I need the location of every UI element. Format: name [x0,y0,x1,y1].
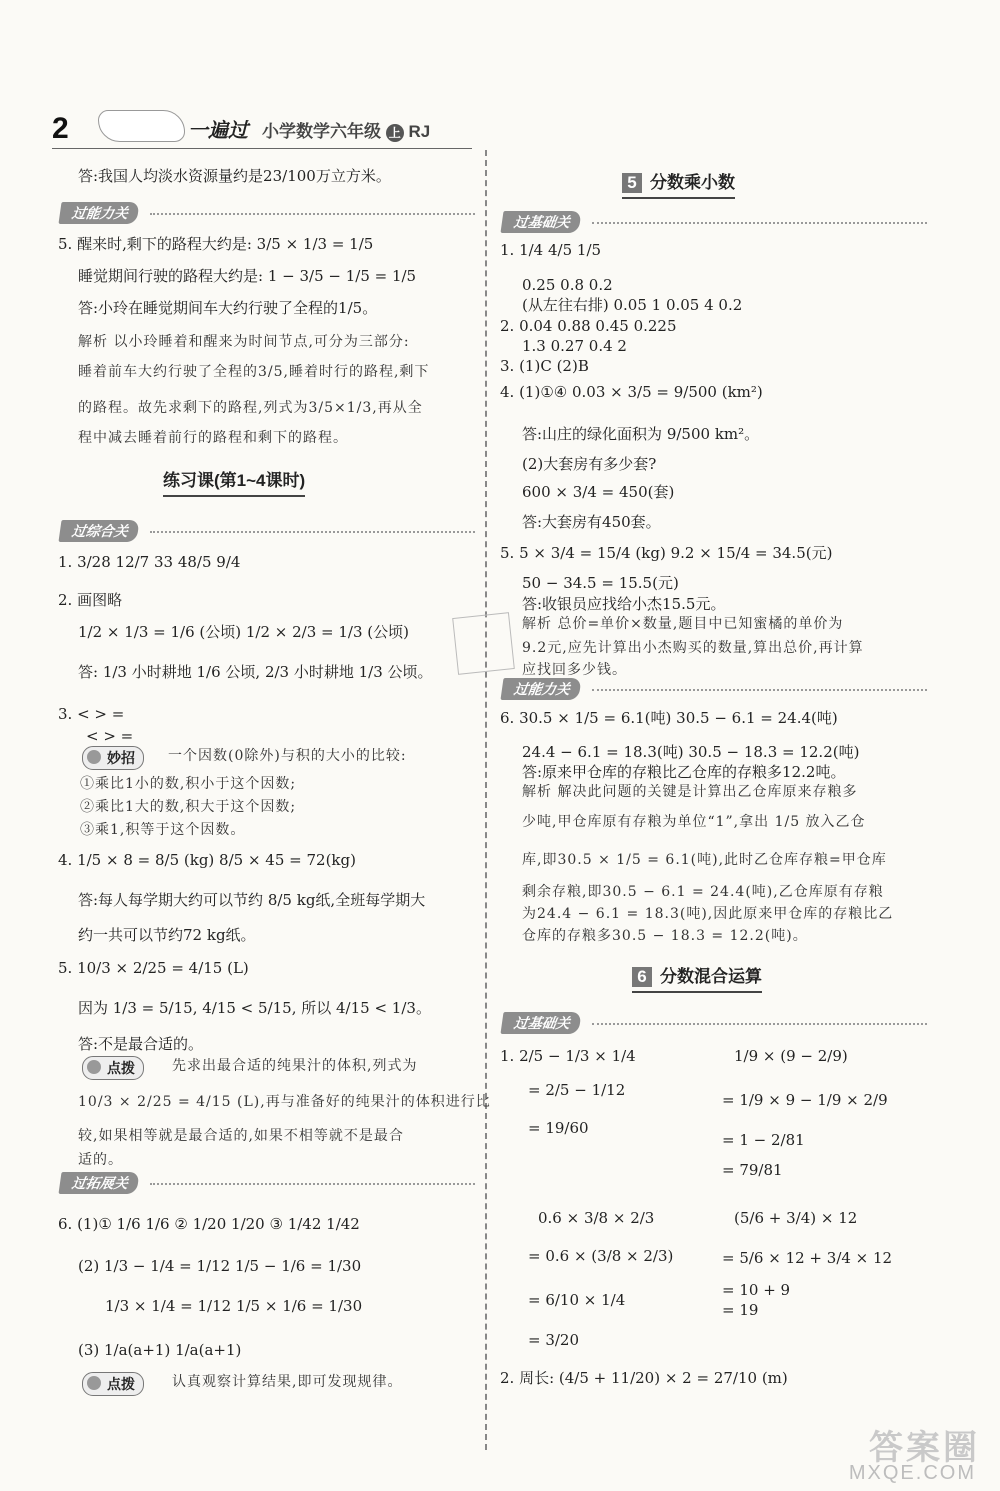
hint-line: 10/3 × 2/25 = 4/15 (L),再与准备好的纯果汁的体积进行比 [78,1094,491,1110]
tip-dianbo-badge [82,1056,144,1080]
analysis-line: 解析 以小玲睡着和醒来为时间节点,可分为三部分: [78,334,410,350]
analysis-line: 为24.4 − 6.1 = 18.3(吨),因此原来甲仓库的存粮比乙 [522,906,894,922]
r1-line1: 1. 1/4 4/5 1/5 [500,241,602,259]
analysis-line: 解析 总价=单价×数量,题目中已知蜜橘的单价为 [522,616,844,632]
section-title-6 [632,962,762,993]
p5-line3: 答:不是最合适的。 [78,1035,204,1053]
tip-line: ②乘比1大的数,积大于这个因数; [80,799,297,815]
tip-line: ①乘比1小的数,积小于这个因数; [80,776,297,792]
r4-line2: 答:山庄的绿化面积为 9/500 km²。 [522,425,760,443]
mascot-logo [98,110,185,142]
analysis-line: 程中减去睡着前行的路程和剩下的路程。 [78,430,348,446]
p2-line1: 2. 画图略 [58,591,123,609]
badge-guozong: 过综合关 [58,520,139,542]
section-title-practice: 练习课(第1~4课时) [163,466,305,497]
badge-rule [592,222,927,224]
m-line: 1/9 × (9 − 2/9) [734,1047,848,1065]
header-rule [52,148,472,149]
r5-line1: 5. 5 × 3/4 = 15/4 (kg) 9.2 × 15/4 = 34.5(元) [500,544,833,562]
p6-line3: 1/3 × 1/4 = 1/12 1/5 × 1/6 = 1/30 [105,1297,363,1315]
answer-line: 答:我国人均淡水资源量约是23/100万立方米。 [78,167,391,185]
analysis-line: 剩余存粮,即30.5 − 6.1 = 24.4(吨),乙仓库原有存粮 [522,884,884,900]
badge-rule [150,531,475,533]
m-line: 1. 2/5 − 1/3 × 1/4 [500,1047,636,1065]
analysis-line: 少吨,甲仓库原有存粮为单位“1”,拿出 1/5 放入乙仓 [522,814,866,830]
m-line: = 19 [722,1301,759,1319]
section-label: 分数混合运算 [660,967,762,986]
m-line: = 19/60 [528,1119,589,1137]
r4-line3: (2)大套房有多少套? [522,455,657,473]
m-line: = 10 + 9 [722,1281,791,1299]
tip-line: ③乘1,积等于这个因数。 [80,822,246,838]
p6-line2: (2) 1/3 − 1/4 = 1/12 1/5 − 1/6 = 1/30 [78,1257,362,1275]
r1-line3: (从左往右排) 0.05 1 0.05 4 0.2 [522,296,743,314]
badge-guoji-right: 过基础关 [500,1012,581,1034]
faded-stamp [452,612,515,675]
hint-line: 认真观察计算结果,即可发现规律。 [172,1374,403,1390]
m-line: (5/6 + 3/4) × 12 [734,1209,858,1227]
badge-guoji: 过基础关 [500,211,581,233]
analysis-line: 的路程。故先求剩下的路程,列式为3/5×1/3,再从全 [78,400,423,416]
m-line: = 2/5 − 1/12 [528,1081,626,1099]
badge-rule [592,689,927,691]
p3-line1: 3. < > = [58,705,125,723]
p1-line: 1. 3/28 12/7 33 48/5 9/4 [58,553,241,571]
r4-line4: 600 × 3/4 = 450(套) [522,483,675,501]
column-divider [485,150,487,1450]
tip-dianbo-badge-2 [82,1372,144,1396]
p4-line2: 答:每人每学期大约可以节约 8/5 kg纸,全班每学期大 [78,891,426,909]
r3-line: 3. (1)C (2)B [500,357,589,375]
r4-line1: 4. (1)①④ 0.03 × 3/5 = 9/500 (km²) [500,383,763,401]
m-line: = 1/9 × 9 − 1/9 × 2/9 [722,1091,888,1109]
r6-line2: 24.4 − 6.1 = 18.3(吨) 30.5 − 18.3 = 12.2(吨) [522,743,860,761]
p6-line1: 6. (1)① 1/6 1/6 ② 1/20 1/20 ③ 1/42 1/42 [58,1215,360,1233]
book-title [262,117,430,142]
r6-line1: 6. 30.5 × 1/5 = 6.1(吨) 30.5 − 6.1 = 24.4(吨) [500,709,838,727]
section-number: 6 [632,967,652,987]
p4-line3: 约一共可以节约72 kg纸。 [78,926,256,944]
tip-miao-label: 妙招 [107,750,135,766]
analysis-line: 解析 解决此问题的关键是计算出乙仓库原来存粮多 [522,784,858,800]
r1-line2: 0.25 0.8 0.2 [522,276,613,294]
hint-line: 先求出最合适的纯果汁的体积,列式为 [172,1058,418,1074]
badge-rule [150,1183,475,1185]
r2-line2: 1.3 0.27 0.4 2 [522,337,627,355]
analysis-line: 应找回多少钱。 [522,662,627,678]
r2-line1: 2. 0.04 0.88 0.45 0.225 [500,317,677,335]
p3-line2: < > = [86,727,134,745]
p5-line2: 因为 1/3 = 5/15, 4/15 < 5/15, 所以 4/15 < 1/3。 [78,999,431,1017]
m-line: = 5/6 × 12 + 3/4 × 12 [722,1249,893,1267]
watermark-url: MXQE.COM [848,1462,976,1484]
p2-line2: 1/2 × 1/3 = 1/6 (公顷) 1/2 × 2/3 = 1/3 (公顷) [78,623,409,641]
m-line: = 1 − 2/81 [722,1131,805,1149]
book-edition: RJ [408,122,431,141]
analysis-line: 库,即30.5 × 1/5 = 6.1(吨),此时乙仓库存粮=甲仓库 [522,852,887,868]
analysis-line: 仓库的存粮多30.5 − 18.3 = 12.2(吨)。 [522,928,808,944]
pencil-icon [87,1060,101,1074]
m-line: = 3/20 [528,1331,580,1349]
q5-line2: 睡觉期间行驶的路程大约是: 1 − 3/5 − 1/5 = 1/5 [78,267,417,285]
pencil-icon [87,1376,101,1390]
analysis-line: 睡着前车大约行驶了全程的3/5,睡着时行的路程,剩下 [78,364,430,380]
p2-line3: 答: 1/3 小时耕地 1/6 公顷, 2/3 小时耕地 1/3 公顷。 [78,663,433,681]
p5-line1: 5. 10/3 × 2/25 = 4/15 (L) [58,959,249,977]
brand-logo: 一遍过 [188,120,248,142]
badge-rule [150,213,475,215]
book-name: 小学数学六年级 [262,122,381,141]
hint-line: 适的。 [78,1152,123,1168]
lightbulb-icon [87,750,101,764]
watermark-logo: 答案圈 [869,1429,980,1467]
hint-line: 较,如果相等就是最合适的,如果不相等就不是最合 [78,1128,404,1144]
r4-line5: 答:大套房有450套。 [522,513,661,531]
m-line: = 79/81 [722,1161,783,1179]
analysis-line: 9.2元,应先计算出小杰购买的数量,算出总价,再计算 [522,640,864,656]
r5-line2: 50 − 34.5 = 15.5(元) [522,574,679,592]
q5-line1: 5. 醒来时,剩下的路程大约是: 3/5 × 1/3 = 1/5 [58,235,374,253]
section-number: 5 [622,173,642,193]
m-line: = 6/10 × 1/4 [528,1291,626,1309]
tip-dianbo-label: 点拨 [107,1376,135,1392]
page-number: 2 [52,112,69,145]
badge-guoneng: 过能力关 [58,202,139,224]
p4-line1: 4. 1/5 × 8 = 8/5 (kg) 8/5 × 45 = 72(kg) [58,851,356,869]
m-line: 2. 周长: (4/5 + 11/20) × 2 = 27/10 (m) [500,1369,788,1387]
tip-miao-badge [82,746,144,770]
badge-rule [592,1023,927,1025]
m-line: = 0.6 × (3/8 × 2/3) [528,1247,674,1265]
badge-guotuo: 过拓展关 [58,1172,139,1194]
tip-dianbo-label: 点拨 [107,1060,135,1076]
p6-line4: (3) 1/a(a+1) 1/a(a+1) [78,1341,242,1359]
m-line: 0.6 × 3/8 × 2/3 [538,1209,655,1227]
r5-line3: 答:收银员应找给小杰15.5元。 [522,595,726,613]
section-label: 分数乘小数 [650,173,735,192]
r6-line3: 答:原来甲仓库的存粮比乙仓库的存粮多12.2吨。 [522,763,846,781]
tip-line: 一个因数(0除外)与积的大小的比较: [168,748,407,764]
book-level-badge: 上 [386,124,404,142]
q5-line3: 答:小玲在睡觉期间车大约行驶了全程的1/5。 [78,299,378,317]
section-title-5 [622,168,735,199]
badge-guoneng-right: 过能力关 [500,678,581,700]
